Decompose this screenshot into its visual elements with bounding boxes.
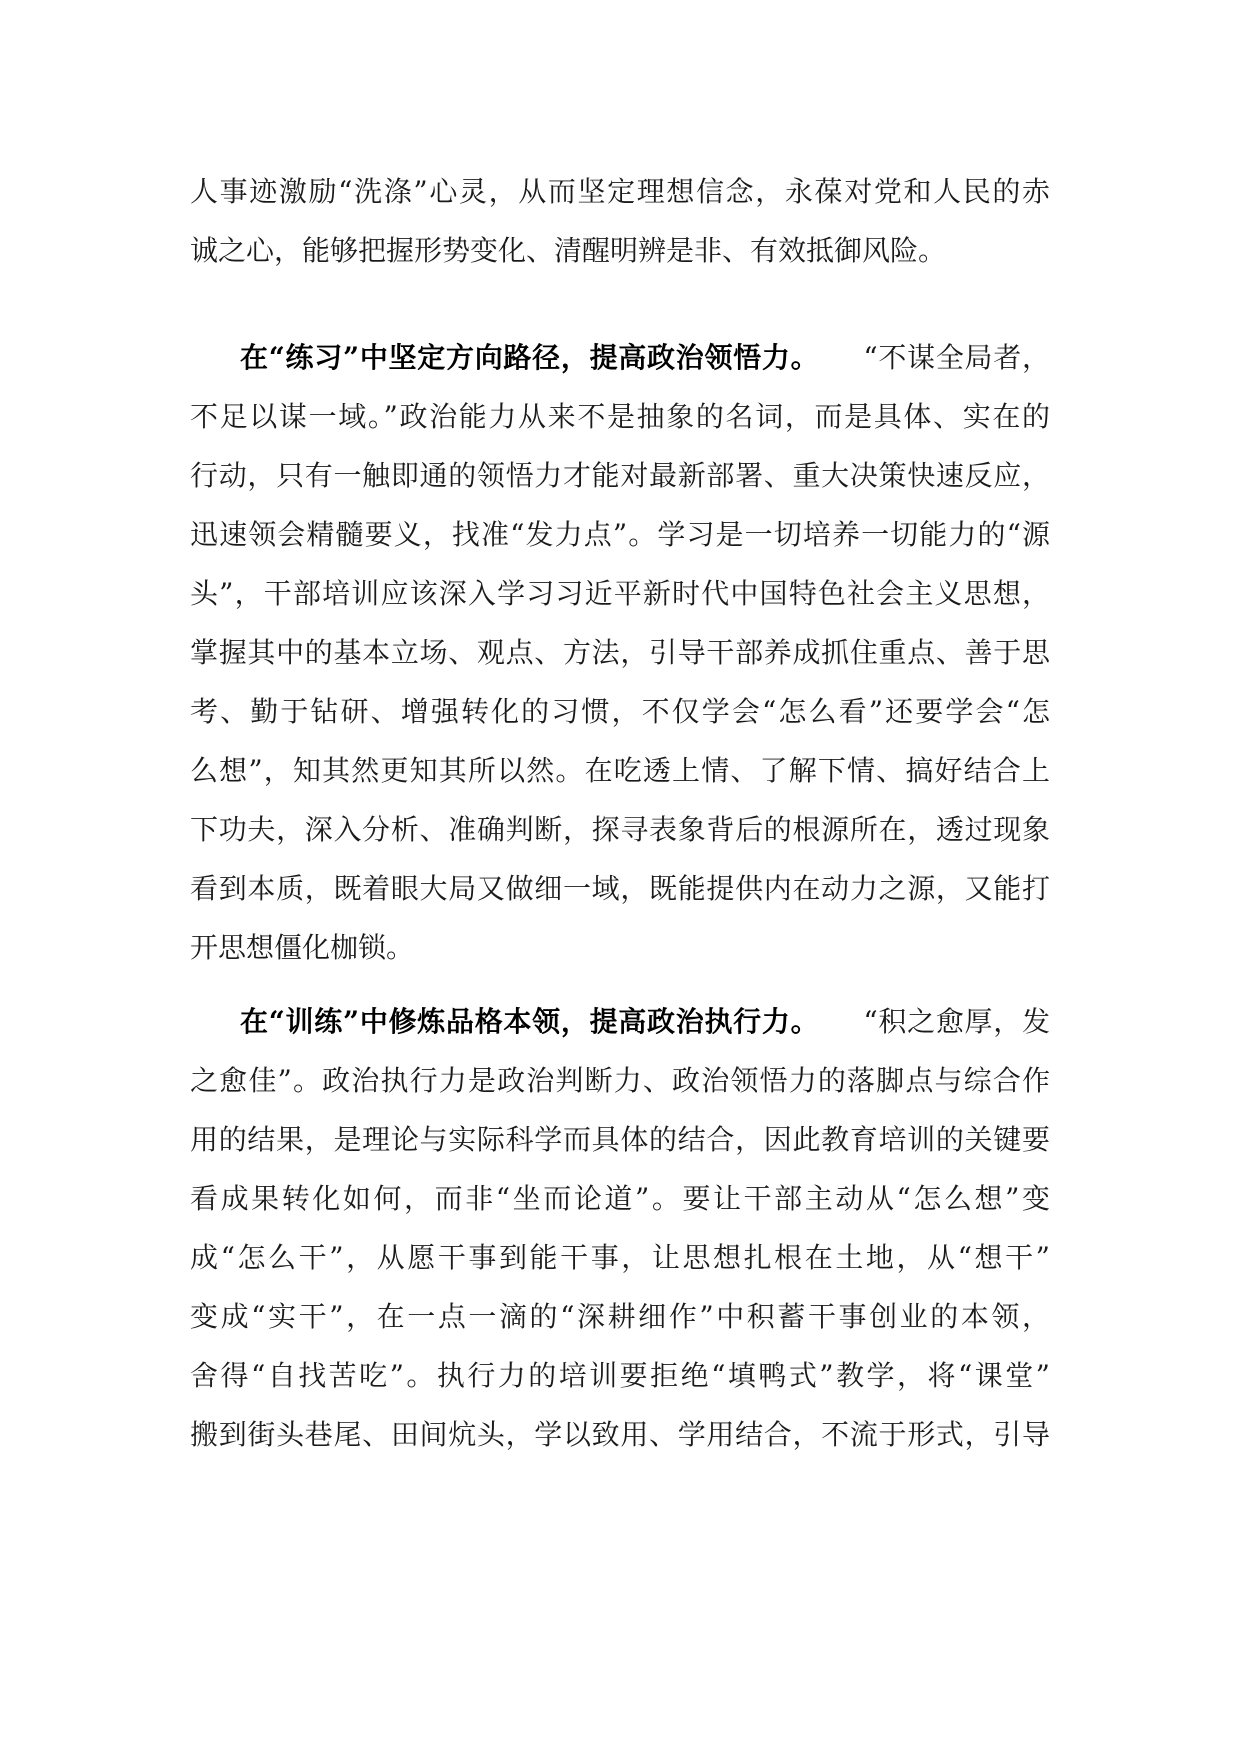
paragraph-line: 考、勤于钻研、增强转化的习惯，不仅学会“怎么看”还要学会“怎 [190,695,1050,728]
paragraph-line: 迅速领会精髓要义，找准“发力点”。学习是一切培养一切能力的“源 [190,518,1050,551]
paragraph-line: 看成果转化如何，而非“坐而论道”。要让干部主动从“怎么想”变 [190,1182,1050,1215]
paragraph-first-line [190,328,1050,387]
paragraph-line: 掌握其中的基本立场、观点、方法，引导干部养成抓住重点、善于思 [190,636,1050,669]
paragraph-line: 成“怎么干”，从愿干事到能干事，让思想扎根在土地，从“想干” [190,1241,1050,1274]
paragraph-line: 搬到街头巷尾、田间炕头，学以致用、学用结合，不流于形式，引导 [190,1418,1050,1451]
paragraph-line: 头”，干部培训应该深入学习习近平新时代中国特色社会主义思想， [190,577,1050,610]
paragraph-line: 变成“实干”，在一点一滴的“深耕细作”中积蓄干事创业的本领， [190,1300,1050,1333]
paragraph-heading: 在“训练”中修炼品格本领，提高政治执行力。 [240,1005,820,1038]
paragraph-line: 不足以谋一域。”政治能力从来不是抽象的名词，而是具体、实在的 [190,400,1050,433]
paragraph-lead-text: “不谋全局者， [863,341,1050,374]
paragraph-practice [190,328,1050,977]
paragraph-heading: 在“练习”中坚定方向路径，提高政治领悟力。 [240,341,820,374]
paragraph-line: 人事迹激励“洗涤”心灵，从而坚定理想信念，永葆对党和人民的赤 [190,175,1050,208]
paragraph-first-line [190,992,1050,1051]
paragraph-line: 下功夫，深入分析、准确判断，探寻表象背后的根源所在，透过现象 [190,813,1050,846]
paragraph-line: 舍得“自找苦吃”。执行力的培训要拒绝“填鸭式”教学，将“课堂” [190,1359,1050,1392]
paragraph-line: 么想”，知其然更知其所以然。在吃透上情、了解下情、搞好结合上 [190,754,1050,787]
paragraph-lead-text: “积之愈厚，发 [863,1005,1050,1038]
paragraph-line: 看到本质，既着眼大局又做细一域，既能提供内在动力之源，又能打 [190,872,1050,905]
paragraph-line: 诚之心，能够把握形势变化、清醒明辨是非、有效抵御风险。 [190,234,947,267]
paragraph-line: 开思想僵化枷锁。 [190,931,415,964]
paragraph-continuation [190,162,1050,280]
paragraph-line: 之愈佳”。政治执行力是政治判断力、政治领悟力的落脚点与综合作 [190,1064,1050,1097]
paragraph-line: 行动，只有一触即通的领悟力才能对最新部署、重大决策快速反应， [190,459,1050,492]
paragraph-training [190,992,1050,1464]
paragraph-line: 用的结果，是理论与实际科学而具体的结合，因此教育培训的关键要 [190,1123,1050,1156]
